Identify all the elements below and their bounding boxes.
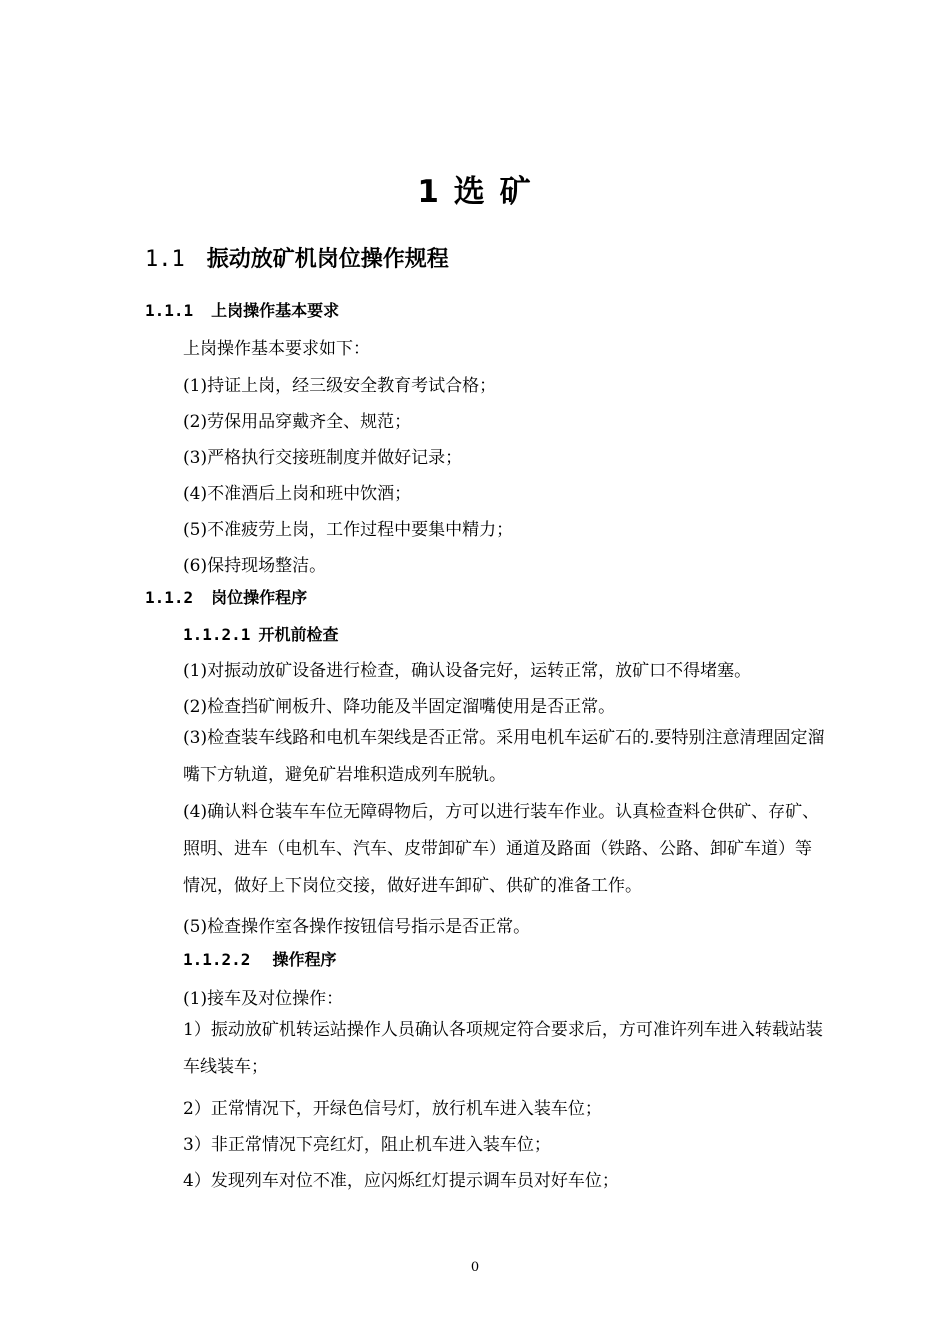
list-item: (5)不准疲劳上岗，工作过程中要集中精力；: [183, 520, 514, 540]
subsection-number: 1.1.1: [145, 301, 194, 320]
check-item-4-text: (4)确认料仓装车车位无障碍物后，方可以进行装车作业。认真检查料仓供矿、存矿、照明、进车（电机车、汽车、皮带卸矿车）通道及路面（铁路、公路、卸矿车道）等情况，做好上下岗位交接，做好进车卸矿、供矿的准备工作。: [183, 802, 820, 896]
check-item-2: (2)检查挡矿闸板升、降功能及半固定溜嘴使用是否正常。: [183, 697, 616, 717]
paragraph-line: 上岗操作基本要求如下：: [183, 339, 370, 359]
list-item: (2)劳保用品穿戴齐全、规范；: [183, 412, 412, 432]
subsubsection-number: 1.1.2.1: [183, 625, 251, 644]
operation-intro: (1)接车及对位操作：: [183, 989, 344, 1009]
subsection-title: 上岗操作基本要求: [211, 301, 340, 320]
page-number: 0: [470, 1260, 480, 1275]
check-item-1: (1)对振动放矿设备进行检查，确认设备完好，运转正常，放矿口不得堵塞。: [183, 661, 752, 681]
page-title: 1 选 矿: [417, 174, 533, 210]
subsection-heading-1-1-1: [145, 298, 339, 321]
subsubsection-heading-1-1-2-1: [183, 622, 338, 645]
check-item-4: [145, 794, 825, 905]
list-item: (4)不准酒后上岗和班中饮酒；: [183, 484, 412, 504]
operation-step-1: [145, 1012, 825, 1086]
list-item: (3)严格执行交接班制度并做好记录；: [183, 448, 463, 468]
section-heading: [145, 242, 449, 273]
subsubsection-title: 开机前检查: [258, 625, 339, 644]
operation-step-4: 4）发现列车对位不准，应闪烁红灯提示调车员对好车位；: [183, 1171, 619, 1191]
check-item-3: [145, 720, 825, 794]
check-item-3-text: (3)检查装车线路和电机车架线是否正常。采用电机车运矿石的.要特别注意清理固定溜嘴下方轨道，避免矿岩堆积造成列车脱轨。: [183, 728, 825, 785]
subsubsection-heading-1-1-2-2: [183, 947, 336, 970]
subsubsection-number: 1.1.2.2: [183, 950, 251, 969]
section-title: 振动放矿机岗位操作规程: [206, 247, 449, 272]
subsubsection-title: 操作程序: [272, 950, 337, 969]
section-number: 1.1: [145, 247, 185, 272]
subsection-title: 岗位操作程序: [211, 588, 308, 607]
operation-step-2: 2）正常情况下，开绿色信号灯，放行机车进入装车位；: [183, 1099, 602, 1119]
subsection-heading-1-1-2: [145, 585, 307, 608]
subsection-number: 1.1.2: [145, 588, 194, 607]
list-item: (6)保持现场整洁。: [183, 556, 327, 576]
operation-step-3: 3）非正常情况下亮红灯，阻止机车进入装车位；: [183, 1135, 551, 1155]
check-item-5: (5)检查操作室各操作按钮信号指示是否正常。: [183, 917, 531, 937]
operation-step-1-text: 1）振动放矿机转运站操作人员确认各项规定符合要求后，方可准许列车进入转载站装车线装车；: [183, 1020, 823, 1077]
list-item: (1)持证上岗，经三级安全教育考试合格；: [183, 376, 497, 396]
